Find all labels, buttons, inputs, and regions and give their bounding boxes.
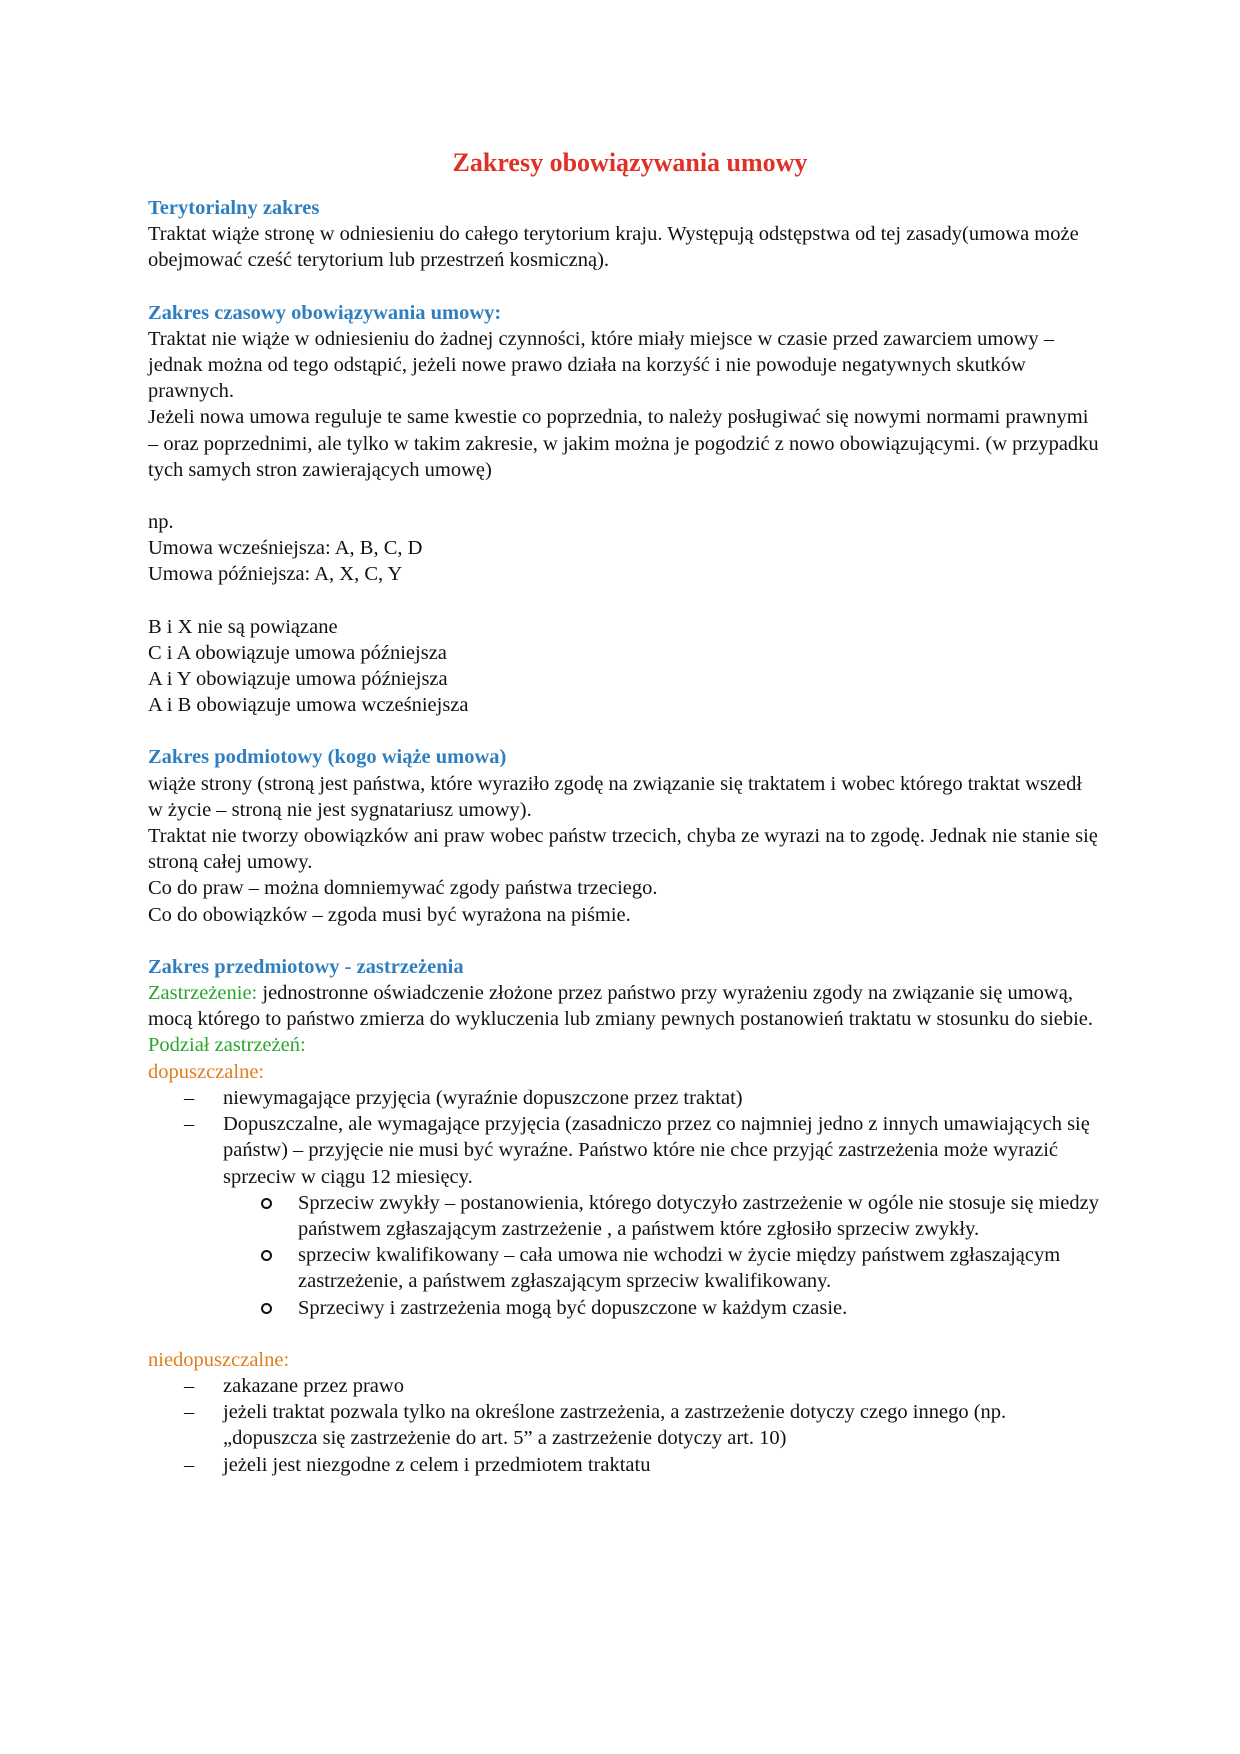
paragraph-subjective-4: Co do obowiązków – zgoda musi być wyrażona na piśmie. xyxy=(148,903,631,926)
list-item-text: jeżeli traktat pozwala tylko na określone zastrzeżenia, a zastrzeżenie dotyczy czego innego (np. „dopuszcza się zastrzeżenie do art. 5” a zastrzeżenie dotyczy art. 10) xyxy=(223,1401,1007,1450)
example-later: Umowa późniejsza: A, X, C, Y xyxy=(148,563,403,586)
dash-bullet: – xyxy=(184,1374,195,1397)
list-item xyxy=(148,1399,1100,1451)
dash-bullet: – xyxy=(184,1401,195,1424)
example-rule: B i X nie są powiązane xyxy=(148,615,338,638)
paragraph-subjective-1: wiąże strony (stroną jest państwa, które wyraziło zgodę na związanie się traktatem i wobec którego traktat wszedł w życie – stroną nie jest sygnatariusz umowy). xyxy=(148,772,1083,821)
heading-territorial: Terytorialny zakres xyxy=(148,197,320,219)
list-item xyxy=(148,1111,1100,1321)
admissible-label: dopuszczalne: xyxy=(148,1060,265,1083)
paragraph-territorial: Traktat wiąże stronę w odniesieniu do całego terytorium kraju. Występują odstępstwa od tej zasady(umowa może obejmować cześć terytorium lub przestrzeń kosmiczną). xyxy=(148,223,1079,272)
example-label: np. xyxy=(148,511,174,534)
circle-bullet-icon xyxy=(261,1303,272,1314)
list-item-text: Sprzeciwy i zastrzeżenia mogą być dopuszczone w każdym czasie. xyxy=(298,1296,848,1319)
circle-bullet-icon xyxy=(261,1250,272,1261)
example-rule: C i A obowiązuje umowa późniejsza xyxy=(148,641,447,664)
page-title: Zakresy obowiązywania umowy xyxy=(452,148,808,177)
list-item-text: zakazane przez prawo xyxy=(223,1374,404,1397)
inadmissible-label: niedopuszczalne: xyxy=(148,1348,290,1371)
list-item-text: jeżeli jest niezgodne z celem i przedmiotem traktatu xyxy=(223,1453,651,1476)
list-item-text: niewymagające przyjęcia (wyraźnie dopuszczone przez traktat) xyxy=(223,1086,743,1109)
list-item-text: sprzeciw kwalifikowany – cała umowa nie wchodzi w życie między państwem zgłaszającym zastrzeżenie, a państwem zgłaszającym sprzeciw kwalifikowany. xyxy=(298,1244,1061,1293)
list-item xyxy=(148,1085,1100,1111)
paragraph-temporal-2: Jeżeli nowa umowa reguluje te same kwestie co poprzednia, to należy posługiwać się nowymi normami prawnymi – oraz poprzednimi, ale tylko w takim zakresie, w jakim można je pogodzić z nowo obowiązującymi. (w przypadku tych samych stron zawierających umowę) xyxy=(148,406,1099,481)
list-item xyxy=(148,1373,1100,1399)
paragraph-subjective-3: Co do praw – można domniemywać zgody państwa trzeciego. xyxy=(148,877,658,900)
heading-objective: Zakres przedmiotowy - zastrzeżenia xyxy=(148,955,464,978)
reservation-definition: jednostronne oświadczenie złożone przez państwo przy wyrażeniu zgody na związanie się umową, mocą którego to państwo zmierza do wykluczenia lub zmiany pewnych postanowień traktatu w stosunku do siebie. xyxy=(148,982,1094,1031)
list-item xyxy=(148,1452,1100,1478)
objection-list xyxy=(223,1190,1100,1321)
example-rule: A i B obowiązuje umowa wcześniejsza xyxy=(148,694,469,717)
inadmissible-list xyxy=(148,1373,1100,1478)
reservation-label: Zastrzeżenie: xyxy=(148,982,258,1005)
admissible-list xyxy=(148,1085,1100,1321)
circle-bullet-icon xyxy=(261,1198,272,1209)
paragraph-subjective-2: Traktat nie tworzy obowiązków ani praw wobec państw trzecich, chyba ze wyrazi na to zgodę. Jednak nie stanie się stroną całej umowy. xyxy=(148,825,1098,874)
heading-temporal: Zakres czasowy obowiązywania umowy: xyxy=(148,301,502,324)
dash-bullet: – xyxy=(184,1113,195,1136)
list-item-text: Dopuszczalne, ale wymagające przyjęcia (zasadniczo przez co najmniej jedno z innych umawiających się państw) – przyjęcie nie musi być wyraźne. Państwo które nie chce przyjąć zastrzeżenia może wyrazić sprzeciw w ciągu 12 miesięcy. xyxy=(223,1113,1090,1188)
paragraph-temporal-1: Traktat nie wiąże w odniesieniu do żadnej czynności, które miały miejsce w czasie przed zawarciem umowy – jednak można od tego odstąpić, jeżeli nowe prawo działa na korzyść i nie powoduje negatywnych skutków prawnych. xyxy=(148,327,1055,403)
heading-subjective: Zakres podmiotowy (kogo wiąże umowa) xyxy=(148,746,507,769)
example-earlier: Umowa wcześniejsza: A, B, C, D xyxy=(148,537,423,560)
dash-bullet: – xyxy=(184,1086,195,1109)
list-item-text: Sprzeciw zwykły – postanowienia, którego dotyczyło zastrzeżenie w ogóle nie stosuje się miedzy państwem zgłaszającym zastrzeżenie , a państwem które zgłosiło sprzeciw zwykły. xyxy=(298,1191,1099,1240)
division-label: Podział zastrzeżeń: xyxy=(148,1034,306,1057)
list-item xyxy=(223,1295,1100,1321)
example-rule: A i Y obowiązuje umowa późniejsza xyxy=(148,668,448,691)
list-item xyxy=(223,1190,1100,1242)
list-item xyxy=(223,1242,1100,1294)
dash-bullet: – xyxy=(184,1453,195,1476)
paragraph-reservation xyxy=(148,980,1100,1032)
